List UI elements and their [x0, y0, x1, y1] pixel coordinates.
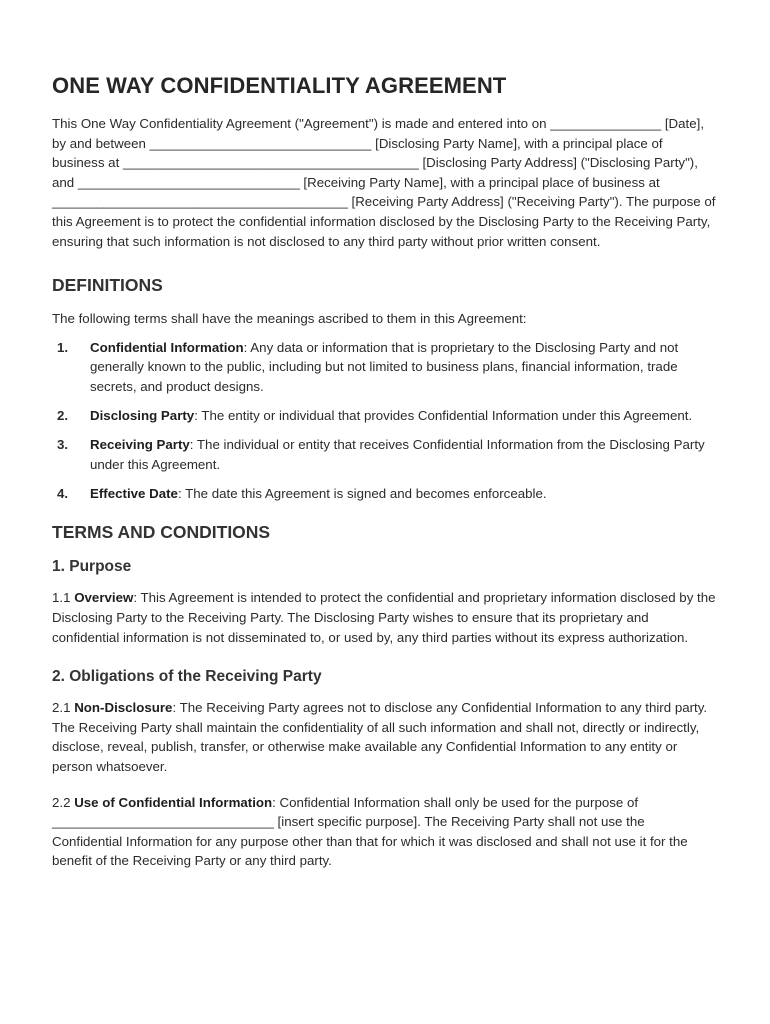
clause-number: 2.2: [52, 794, 75, 810]
clause-term: Non-Disclosure: [74, 700, 173, 716]
definitions-list: [52, 338, 718, 504]
definition-text: : The individual or entity that receives Confidential Information from the Disclosing Party under this Agreement.: [90, 437, 705, 472]
definition-number: 1.: [57, 339, 69, 355]
terms-heading: TERMS AND CONDITIONS: [52, 522, 271, 543]
clause-term: Overview: [74, 590, 134, 606]
definition-body: [90, 435, 718, 474]
non-disclosure-paragraph: [52, 698, 718, 776]
definition-item: [52, 484, 718, 504]
definition-item: [52, 435, 718, 474]
clause-number: 1.1: [52, 590, 75, 606]
definition-text: : Any data or information that is proprietary to the Disclosing Party and not generally known to the public, including but not limited to business plans, financial information, trade secrets, and product designs.: [90, 339, 679, 394]
definitions-heading: DEFINITIONS: [52, 275, 163, 296]
definition-term: Confidential Information: [90, 339, 244, 355]
definition-body: [90, 406, 718, 426]
clause-text: : This Agreement is intended to protect the confidential and proprietary information disclosed by the Disclosing Party to the Receiving Party. The Disclosing Party wishes to ensure that its proprietary and confidential information is not disseminated to, or used by, any third parties without its express authorization.: [52, 590, 716, 645]
use-of-information-paragraph: [52, 793, 718, 871]
definition-body: [90, 338, 718, 397]
definition-term: Disclosing Party: [90, 408, 195, 424]
clause-term: Use of Confidential Information: [74, 794, 273, 810]
definition-number: 3.: [57, 437, 69, 453]
purpose-overview-paragraph: [52, 588, 718, 647]
definitions-intro: The following terms shall have the meanings ascribed to them in this Agreement:: [52, 311, 527, 327]
definition-body: [90, 484, 718, 504]
definition-text: : The entity or individual that provides Confidential Information under this Agreement.: [194, 408, 693, 424]
definition-term: Receiving Party: [90, 437, 190, 453]
definition-item: [52, 406, 718, 426]
definition-term: Effective Date: [90, 485, 178, 501]
definition-number: 4.: [57, 485, 69, 501]
purpose-heading: 1. Purpose: [52, 558, 132, 576]
document-title: ONE WAY CONFIDENTIALITY AGREEMENT: [52, 73, 507, 98]
clause-text: : Confidential Information shall only be used for the purpose of ______________________________ [insert specific purpose]. The Receiving Party shall not use the Confidential Information for any purpose other than that for which it was disclosed and shall not use it for the benefit of the Receiving Party or any third party.: [52, 794, 688, 869]
definition-number: 2.: [57, 408, 69, 424]
clause-text: : The Receiving Party agrees not to disclose any Confidential Information to any third party. The Receiving Party shall maintain the confidentiality of all such information and shall not, directly or indirectly, disclose, reveal, publish, transfer, or otherwise make available any Confidential Information to any entity or person whatsoever.: [52, 700, 708, 774]
definition-text: : The date this Agreement is signed and becomes enforceable.: [177, 485, 547, 501]
intro-paragraph: This One Way Confidentiality Agreement ("Agreement") is made and entered into on _______________ [Date], by and between ______________________________ [Disclosing Party Name], with a principal place of business at ________________________________________ [Disclosing Party Address] ("Disclosing Party"), and ______________________________ [Receiving Party Name], with a principal place of business at ________________________________________ [Receiving Party Address] ("Receiving Party"). The purpose of this Agreement is to protect the confidential information disclosed by the Disclosing Party to the Receiving Party, ensuring that such information is not disclosed to any third party without prior written consent.: [52, 116, 716, 249]
definition-item: [52, 338, 718, 397]
obligations-heading: 2. Obligations of the Receiving Party: [52, 668, 322, 686]
clause-number: 2.1: [52, 700, 75, 716]
